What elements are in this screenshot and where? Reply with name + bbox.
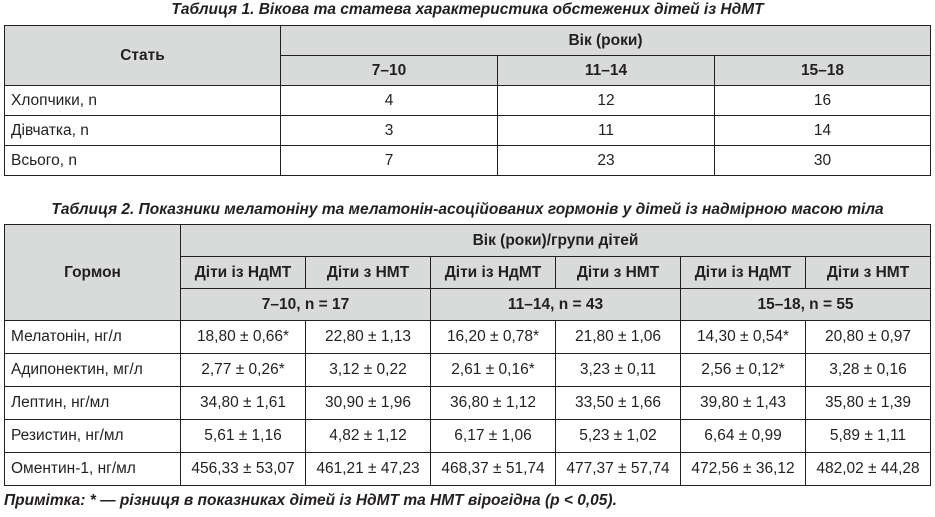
age-header: Вік (роки) <box>281 26 931 56</box>
subgroup-header: Діти з НМТ <box>556 257 681 289</box>
table-cell: 5,89 ± 1,11 <box>806 420 931 453</box>
sex-header: Стать <box>5 26 281 86</box>
table-cell: 3,28 ± 0,16 <box>806 354 931 387</box>
table-row <box>5 116 931 146</box>
subgroup-header: Діти з НМТ <box>306 257 431 289</box>
row-label: Лептин, нг/мл <box>5 387 181 420</box>
table-cell: 468,37 ± 51,74 <box>431 453 556 486</box>
age-group-header: 15–18, n = 55 <box>681 289 931 321</box>
table-cell: 22,80 ± 1,13 <box>306 321 431 354</box>
table-cell: 5,61 ± 1,16 <box>181 420 306 453</box>
table-cell: 20,80 ± 0,97 <box>806 321 931 354</box>
table-cell: 3 <box>281 116 498 146</box>
table-row <box>5 354 931 387</box>
row-label: Дівчатка, n <box>5 116 281 146</box>
row-label: Всього, n <box>5 146 281 176</box>
group-header: Вік (роки)/групи дітей <box>181 225 931 257</box>
age-group-header: 11–14, n = 43 <box>431 289 681 321</box>
table-cell: 2,77 ± 0,26* <box>181 354 306 387</box>
table-cell: 30 <box>715 146 931 176</box>
table-cell: 5,23 ± 1,02 <box>556 420 681 453</box>
table-cell: 472,56 ± 36,12 <box>681 453 806 486</box>
table-cell: 477,37 ± 57,74 <box>556 453 681 486</box>
row-label: Адипонектин, мг/л <box>5 354 181 387</box>
table-cell: 36,80 ± 1,12 <box>431 387 556 420</box>
row-label: Резистин, нг/мл <box>5 420 181 453</box>
table-row <box>5 420 931 453</box>
table1-caption: Таблиця 1. Вікова та статева характеристика обстежених дітей із НдМТ <box>171 1 764 18</box>
table-cell: 2,56 ± 0,12* <box>681 354 806 387</box>
table-cell: 461,21 ± 47,23 <box>306 453 431 486</box>
table-cell: 6,64 ± 0,99 <box>681 420 806 453</box>
table-cell: 34,80 ± 1,61 <box>181 387 306 420</box>
table-cell: 18,80 ± 0,66* <box>181 321 306 354</box>
table-cell: 30,90 ± 1,96 <box>306 387 431 420</box>
hormone-header: Гормон <box>5 225 181 321</box>
age-group-header: 15–18 <box>715 56 931 86</box>
hormone-table <box>4 224 931 486</box>
table-cell: 4 <box>281 86 498 116</box>
table-cell: 12 <box>498 86 715 116</box>
table-cell: 482,02 ± 44,28 <box>806 453 931 486</box>
table-row <box>5 453 931 486</box>
table-cell: 39,80 ± 1,43 <box>681 387 806 420</box>
table-row <box>5 387 931 420</box>
table-cell: 11 <box>498 116 715 146</box>
table-row <box>5 86 931 116</box>
table-cell: 16,20 ± 0,78* <box>431 321 556 354</box>
subgroup-header: Діти із НдМТ <box>181 257 306 289</box>
age-group-header: 7–10 <box>281 56 498 86</box>
subgroup-header: Діти із НдМТ <box>431 257 556 289</box>
table-cell: 16 <box>715 86 931 116</box>
age-group-header: 11–14 <box>498 56 715 86</box>
age-sex-table <box>4 25 931 176</box>
subgroup-header: Діти із НдМТ <box>681 257 806 289</box>
table-cell: 23 <box>498 146 715 176</box>
table-cell: 2,61 ± 0,16* <box>431 354 556 387</box>
table-cell: 35,80 ± 1,39 <box>806 387 931 420</box>
table-cell: 33,50 ± 1,66 <box>556 387 681 420</box>
table-cell: 3,23 ± 0,11 <box>556 354 681 387</box>
table-cell: 4,82 ± 1,12 <box>306 420 431 453</box>
table-cell: 21,80 ± 1,06 <box>556 321 681 354</box>
table-cell: 14 <box>715 116 931 146</box>
subgroup-header: Діти з НМТ <box>806 257 931 289</box>
row-label: Оментин-1, нг/мл <box>5 453 181 486</box>
table-row <box>5 146 931 176</box>
table-cell: 3,12 ± 0,22 <box>306 354 431 387</box>
row-label: Хлопчики, n <box>5 86 281 116</box>
table2-caption: Таблиця 2. Показники мелатоніну та мелатонін-асоційованих гормонів у дітей із надмірною масою тіла <box>51 201 884 218</box>
table-cell: 456,33 ± 53,07 <box>181 453 306 486</box>
table-cell: 14,30 ± 0,54* <box>681 321 806 354</box>
row-label: Мелатонін, нг/л <box>5 321 181 354</box>
table-row <box>5 321 931 354</box>
table-cell: 6,17 ± 1,06 <box>431 420 556 453</box>
table-note: Примітка: * — різниця в показниках дітей із НдМТ та НМТ вірогідна (p < 0,05). <box>4 492 617 509</box>
table-cell: 7 <box>281 146 498 176</box>
age-group-header: 7–10, n = 17 <box>181 289 431 321</box>
